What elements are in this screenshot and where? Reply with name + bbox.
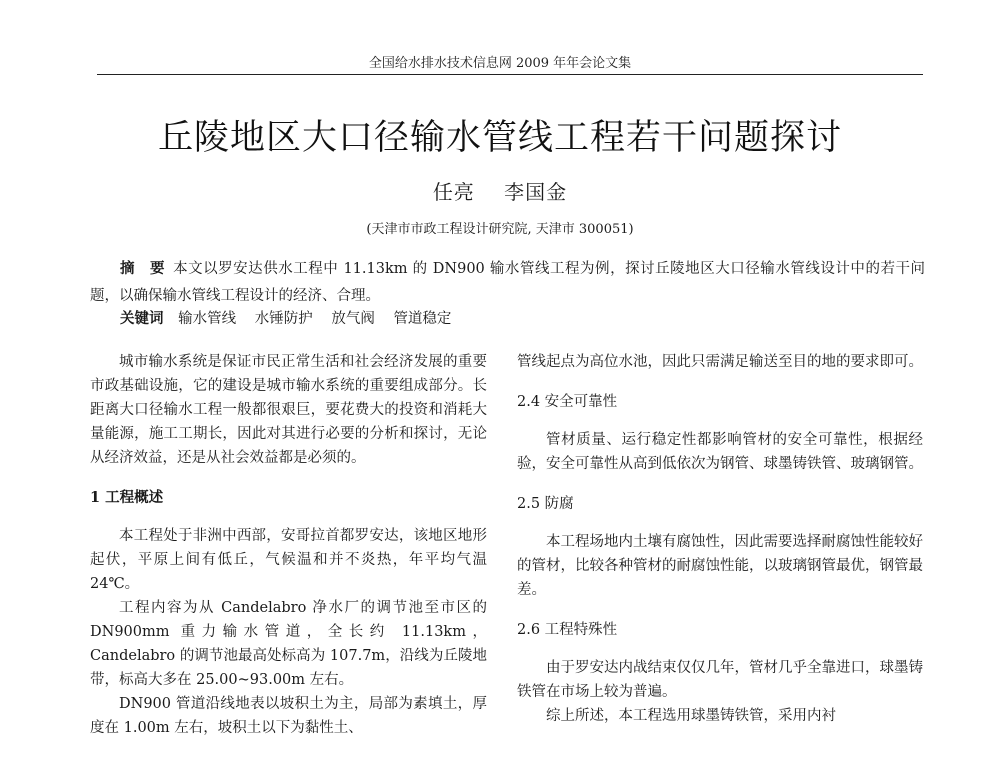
body-paragraph: 管材质量、运行稳定性都影响管材的安全可靠性，根据经验，安全可靠性从高到低依次为钢管、球墨铸铁管、玻璃钢管。 — [517, 432, 923, 472]
body-paragraph: 由于罗安达内战结束仅仅几年，管材几乎全靠进口，球墨铸铁管在市场上较为普遍。 — [517, 660, 923, 700]
intro-paragraph: 城市输水系统是保证市民正常生活和社会经济发展的重要市政基础设施，它的建设是城市输水系统的重要组成部分。长距离大口径输水工程一般都很艰巨，要花费大的投资和消耗大量能源，施工工期长，因此对其进行必要的分析和探讨，无论从经济效益，还是从社会效益都是必须的。 — [90, 354, 487, 466]
left-column — [90, 350, 487, 740]
keyword: 水锤防护 — [254, 311, 313, 327]
header-rule — [97, 74, 923, 75]
keyword: 输水管线 — [178, 311, 237, 327]
keyword: 管道稳定 — [393, 311, 452, 327]
section-heading: 2.4 安全可靠性 — [517, 394, 618, 410]
body-paragraph: 工程内容为从 Candelabro 净水厂的调节池至市区的 DN900mm 重力输水管道，全长约 11.13km，Candelabro 的调节池最高处标高为 107.7m，沿线为丘陵地带，标高大多在 25.00~93.00m 左右。 — [90, 600, 487, 688]
right-column — [517, 350, 923, 728]
keyword: 放气阀 — [331, 311, 375, 327]
section-heading: 1 工程概述 — [90, 489, 164, 506]
body-paragraph: DN900 管道沿线地表以坡积土为主，局部为素填土，厚度在 1.00m 左右，坡积土以下为黏性土、 — [90, 696, 487, 736]
body-paragraph: 本工程处于非洲中西部，安哥拉首都罗安达，该地区地形起伏，平原上间有低丘，气候温和并不炎热，年平均气温 24℃。 — [90, 528, 487, 592]
running-header: 全国给水排水技术信息网 2009 年年会论文集 — [368, 56, 632, 71]
abstract — [90, 255, 925, 310]
affiliation: (天津市市政工程设计研究院, 天津市 300051) — [366, 222, 634, 237]
section-heading: 2.5 防腐 — [517, 496, 574, 512]
section-heading: 2.6 工程特殊性 — [517, 622, 618, 638]
body-paragraph: 综上所述，本工程选用球墨铸铁管，采用内衬 — [546, 708, 836, 724]
keywords — [120, 305, 920, 333]
keywords-label: 关键词 — [120, 310, 164, 327]
authors — [0, 176, 1000, 205]
author-2: 李国金 — [504, 180, 568, 204]
paper-title: 丘陵地区大口径输水管线工程若干问题探讨 — [157, 118, 842, 158]
author-1: 任亮 — [432, 180, 475, 204]
abstract-label: 摘 要 — [120, 260, 166, 277]
body-paragraph: 管线起点为高位水池，因此只需满足输送至目的地的要求即可。 — [517, 354, 923, 370]
body-paragraph: 本工程场地内土壤有腐蚀性，因此需要选择耐腐蚀性能较好的管材，比较各种管材的耐腐蚀性能，以玻璃钢管最优，钢管最差。 — [517, 534, 923, 598]
abstract-text: 本文以罗安达供水工程中 11.13km 的 DN900 输水管线工程为例，探讨丘陵地区大口径输水管线设计中的若干问题，以确保输水管线工程设计的经济、合理。 — [90, 261, 926, 304]
